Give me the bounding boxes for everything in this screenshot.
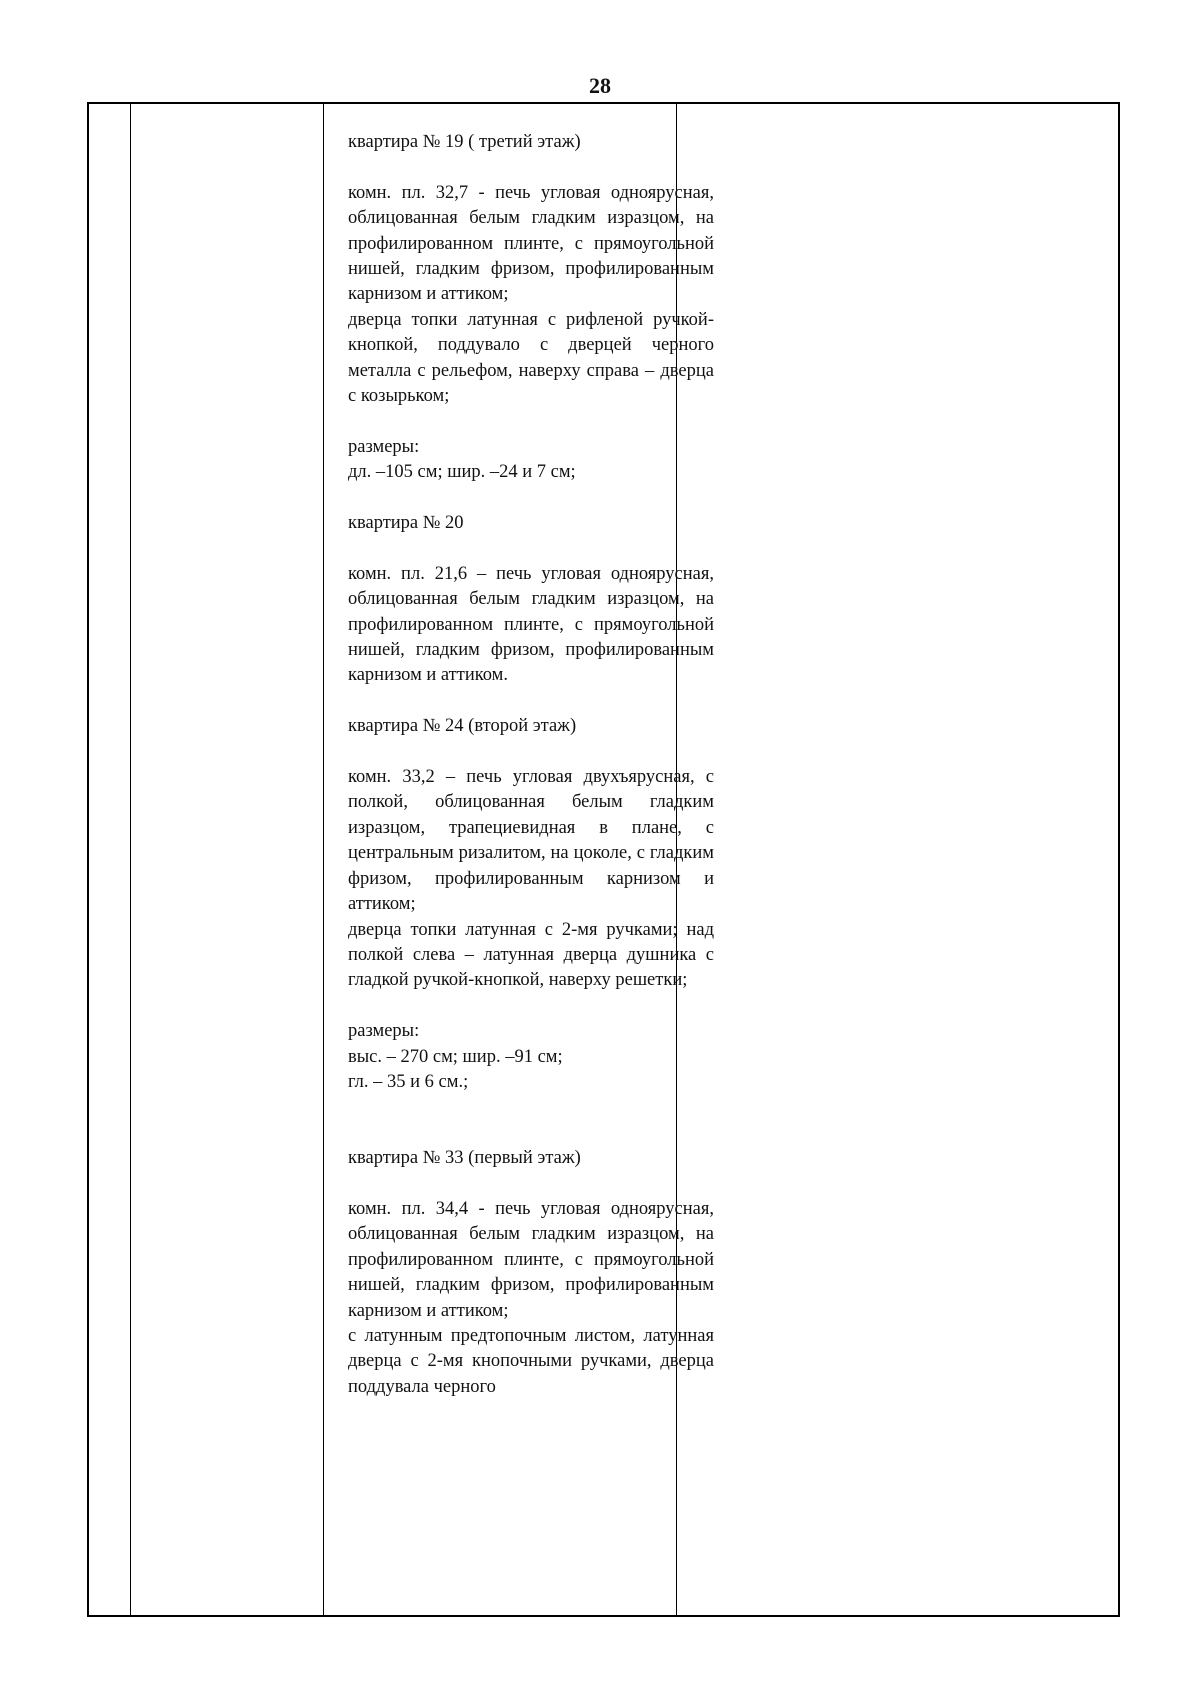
stove-details: дверца топки латунная с рифленой ручкой-кнопкой, поддувало с дверцей черного металла с рельефом, наверху справа – дверца с козырьком; [348, 309, 714, 407]
description-cell [348, 104, 714, 1400]
stove-description: комн. пл. 32,7 - печь угловая одноярусная, облицованная белым гладким изразцом, на профилированном плинте, с прямоугольной нишей, гладким фризом, профилированным карнизом и аттиком; [348, 182, 714, 305]
document-table [87, 102, 1120, 1617]
table-column-divider [130, 104, 131, 1615]
stove-description: комн. пл. 21,6 – печь угловая одноярусная, облицованная белым гладким изразцом, на профилированном плинте, с прямоугольной нишей, гладким фризом, профилированным карнизом и аттиком. [348, 563, 714, 686]
sizes-label: размеры: [348, 1021, 420, 1042]
sizes-label: размеры: [348, 436, 420, 457]
apartment-heading: квартира № 33 (первый этаж) [348, 1148, 581, 1169]
apartment-heading: квартира № 20 [348, 513, 464, 534]
sizes-line: выс. – 270 см; шир. –91 см; [348, 1046, 563, 1067]
sizes-line: гл. – 35 и 6 см.; [348, 1071, 469, 1092]
table-column-divider [323, 104, 324, 1615]
page-number: 28 [589, 73, 611, 98]
stove-description: комн. 33,2 – печь угловая двухъярусная, с полкой, облицованная белым гладким изразцом, трапециевидная в плане, с центральным ризалитом, на цоколе, с гладким фризом, профилированным карнизом и аттиком; [348, 767, 714, 915]
sizes-line: дл. –105 см; шир. –24 и 7 см; [348, 462, 576, 483]
apartment-heading: квартира № 24 (второй этаж) [348, 716, 577, 737]
apartment-heading: квартира № 19 ( третий этаж) [348, 132, 581, 152]
stove-details: с латунным предтопочным листом, латунная дверца с 2-мя кнопочными ручками, дверца поддувала черного [348, 1325, 714, 1397]
stove-description: комн. пл. 34,4 - печь угловая одноярусная, облицованная белым гладким изразцом, на профилированном плинте, с прямоугольной нишей, гладким фризом, профилированным карнизом и аттиком; [348, 1198, 714, 1321]
stove-details: дверца топки латунная с 2-мя ручками; над полкой слева – латунная дверца душника с гладкой ручкой-кнопкой, наверху решетки; [348, 919, 714, 991]
